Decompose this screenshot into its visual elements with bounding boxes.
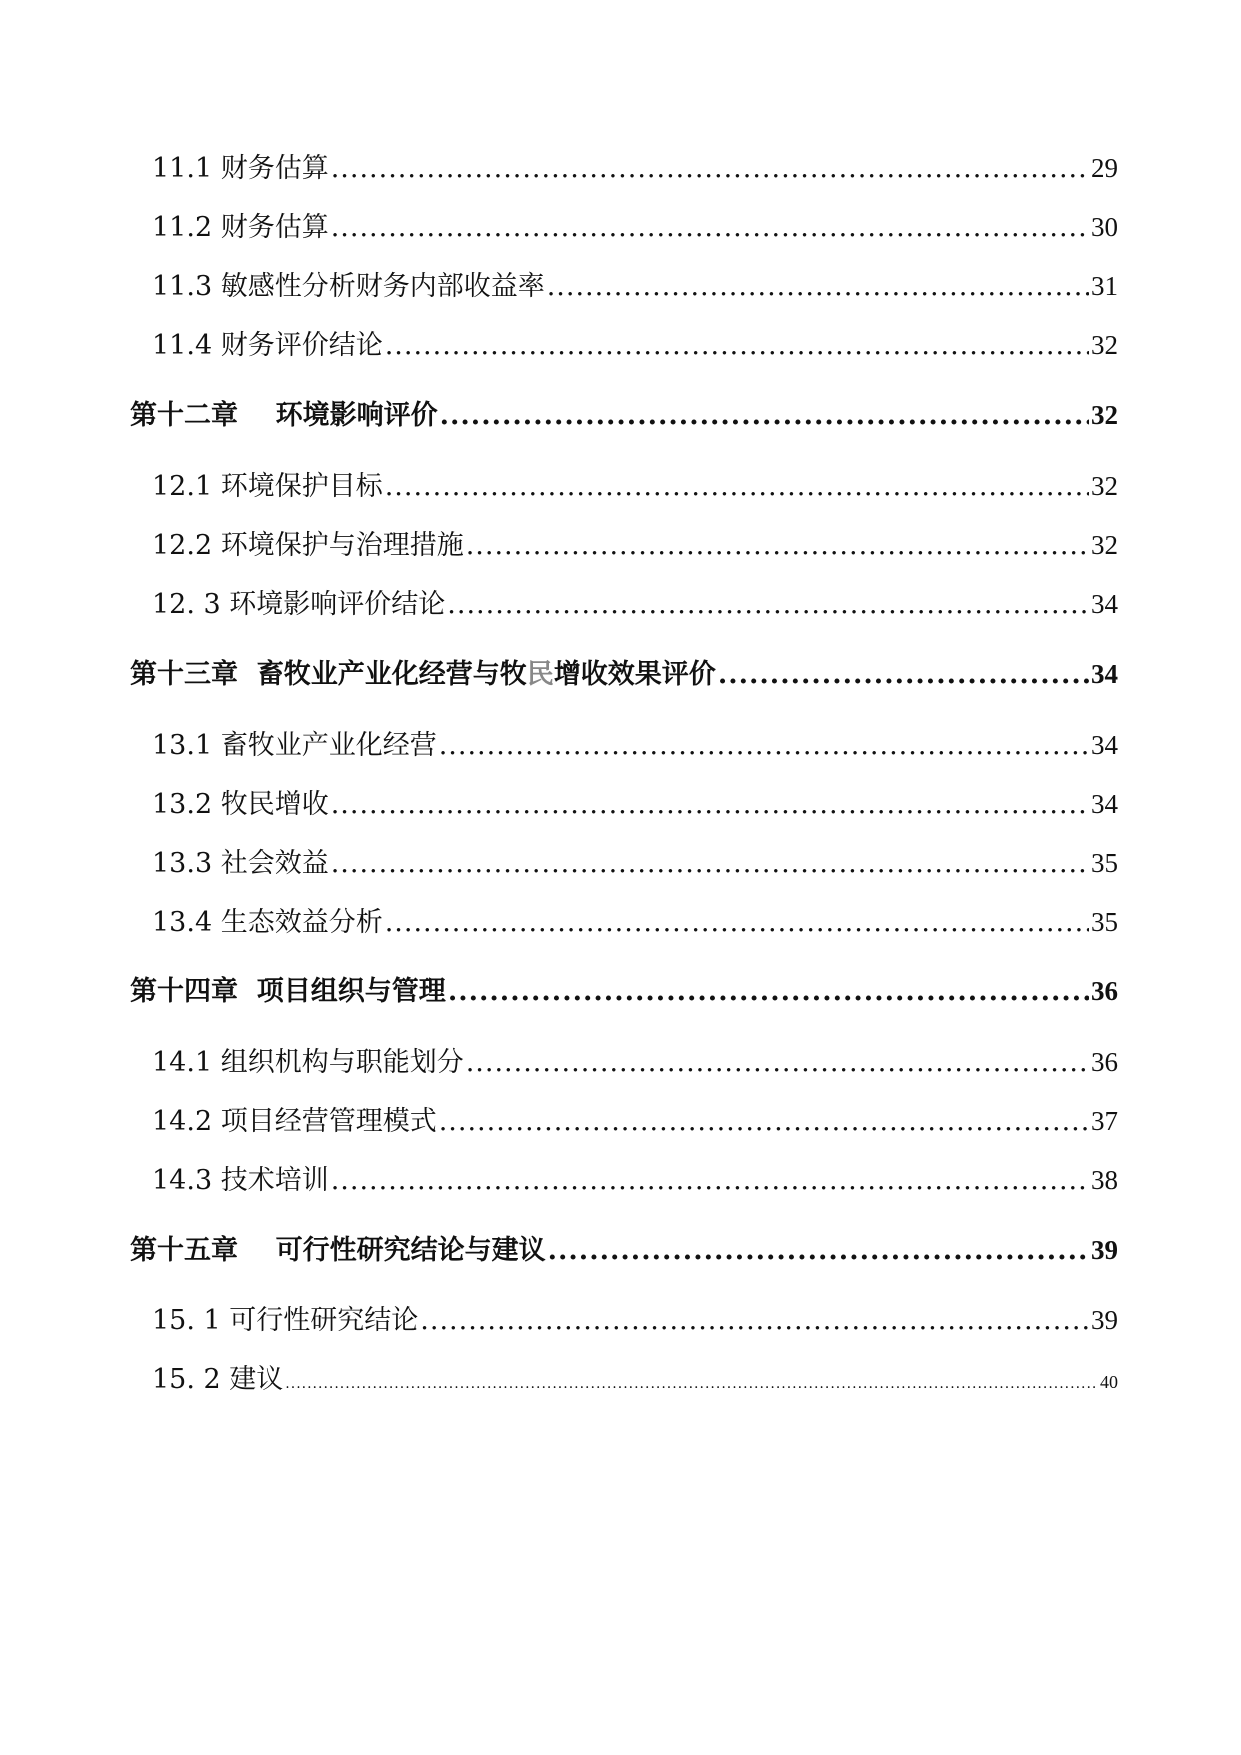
dot-leader — [447, 589, 1089, 620]
toc-entry-13-4[interactable] — [152, 900, 1118, 939]
dot-leader — [420, 1305, 1089, 1336]
dot-leader — [331, 212, 1089, 243]
toc-entry-12-1[interactable] — [152, 464, 1118, 503]
toc-chapter-12[interactable] — [130, 393, 1118, 432]
toc-entry-page: 29 — [1091, 153, 1118, 183]
toc-chapter-page: 39 — [1091, 1235, 1118, 1265]
toc-entry-11-1[interactable] — [152, 146, 1118, 185]
dot-leader — [439, 730, 1089, 761]
toc-entry-page: 34 — [1091, 789, 1118, 819]
toc-entry-page: 38 — [1091, 1165, 1118, 1195]
toc-chapter-page: 32 — [1091, 400, 1118, 430]
toc-chapter-label-part-a: 第十三章 畜牧业产业化经营与牧 — [130, 659, 527, 690]
toc-entry-label: 15. 1 可行性研究结论 — [152, 1305, 419, 1336]
toc-chapter-13[interactable] — [130, 652, 1118, 691]
toc-entry-page: 32 — [1091, 530, 1118, 560]
toc-entry-11-2[interactable] — [152, 205, 1118, 244]
toc-entry-14-3[interactable] — [152, 1158, 1118, 1197]
toc-entry-label: 11.4 财务评价结论 — [152, 330, 383, 361]
toc-entry-label: 14.1 组织机构与职能划分 — [152, 1047, 464, 1078]
toc-chapter-label-part-c: 增收效果评价 — [553, 659, 716, 690]
toc-entry-label: 12. 3 环境影响评价结论 — [152, 589, 446, 620]
dot-leader — [466, 530, 1089, 561]
toc-chapter-page: 36 — [1091, 976, 1118, 1006]
toc-chapter-page: 34 — [1091, 659, 1118, 689]
toc-entry-label: 11.3 敏感性分析财务内部收益率 — [152, 271, 545, 302]
dot-leader — [331, 848, 1089, 879]
toc-entry-14-2[interactable] — [152, 1099, 1118, 1138]
toc-chapter-label-highlight: 民 — [526, 659, 554, 690]
dot-leader — [547, 271, 1089, 302]
dot-leader — [331, 153, 1089, 184]
toc-entry-label: 14.3 技术培训 — [152, 1165, 329, 1196]
dot-leader — [331, 1165, 1089, 1196]
dot-leader — [385, 907, 1089, 938]
dot-leader — [285, 1376, 1098, 1392]
toc-entry-13-3[interactable] — [152, 841, 1118, 880]
toc-entry-page: 32 — [1091, 330, 1118, 360]
toc-chapter-label — [130, 652, 716, 691]
toc-entry-11-3[interactable] — [152, 264, 1118, 303]
toc-entry-11-4[interactable] — [152, 323, 1118, 362]
dot-leader — [448, 976, 1089, 1007]
toc-entry-label: 11.1 财务估算 — [152, 153, 329, 184]
toc-entry-12-3[interactable] — [152, 582, 1118, 621]
toc-chapter-label: 第十五章 可行性研究结论与建议 — [130, 1235, 546, 1266]
toc-chapter-15[interactable] — [130, 1228, 1118, 1267]
toc-entry-15-2[interactable] — [152, 1357, 1118, 1396]
dot-leader — [385, 330, 1089, 361]
toc-entry-label: 14.2 项目经营管理模式 — [152, 1106, 437, 1137]
toc-entry-page: 34 — [1091, 730, 1118, 760]
toc-entry-page: 32 — [1091, 471, 1118, 501]
toc-entry-label: 13.4 生态效益分析 — [152, 907, 383, 938]
toc-entry-label: 13.2 牧民增收 — [152, 789, 329, 820]
toc-entry-label: 12.2 环境保护与治理措施 — [152, 530, 464, 561]
toc-entry-13-2[interactable] — [152, 782, 1118, 821]
toc-entry-page: 35 — [1091, 907, 1118, 937]
toc-entry-label: 11.2 财务估算 — [152, 212, 329, 243]
dot-leader — [331, 789, 1089, 820]
toc-entry-page: 34 — [1091, 589, 1118, 619]
dot-leader — [440, 400, 1089, 431]
toc-entry-label: 13.1 畜牧业产业化经营 — [152, 730, 437, 761]
toc-entry-12-2[interactable] — [152, 523, 1118, 562]
dot-leader — [548, 1235, 1089, 1266]
toc-chapter-label: 第十四章 项目组织与管理 — [130, 976, 446, 1007]
dot-leader — [466, 1047, 1089, 1078]
toc-chapter-label: 第十二章 环境影响评价 — [130, 400, 438, 431]
toc-entry-page: 39 — [1091, 1305, 1118, 1335]
dot-leader — [439, 1106, 1089, 1137]
toc-entry-label: 13.3 社会效益 — [152, 848, 329, 879]
toc-entry-14-1[interactable] — [152, 1040, 1118, 1079]
toc-entry-page: 40 — [1100, 1372, 1118, 1392]
dot-leader — [718, 659, 1089, 690]
toc-entry-label: 15. 2 建议 — [152, 1364, 284, 1395]
toc-entry-15-1[interactable] — [152, 1298, 1118, 1337]
toc-entry-13-1[interactable] — [152, 723, 1118, 762]
toc-entry-page: 31 — [1091, 271, 1118, 301]
toc-entry-page: 30 — [1091, 212, 1118, 242]
toc-entry-page: 36 — [1091, 1047, 1118, 1077]
toc-entry-label: 12.1 环境保护目标 — [152, 471, 383, 502]
toc-entry-page: 35 — [1091, 848, 1118, 878]
toc-chapter-14[interactable] — [130, 969, 1118, 1008]
toc-entry-page: 37 — [1091, 1106, 1118, 1136]
dot-leader — [385, 471, 1089, 502]
